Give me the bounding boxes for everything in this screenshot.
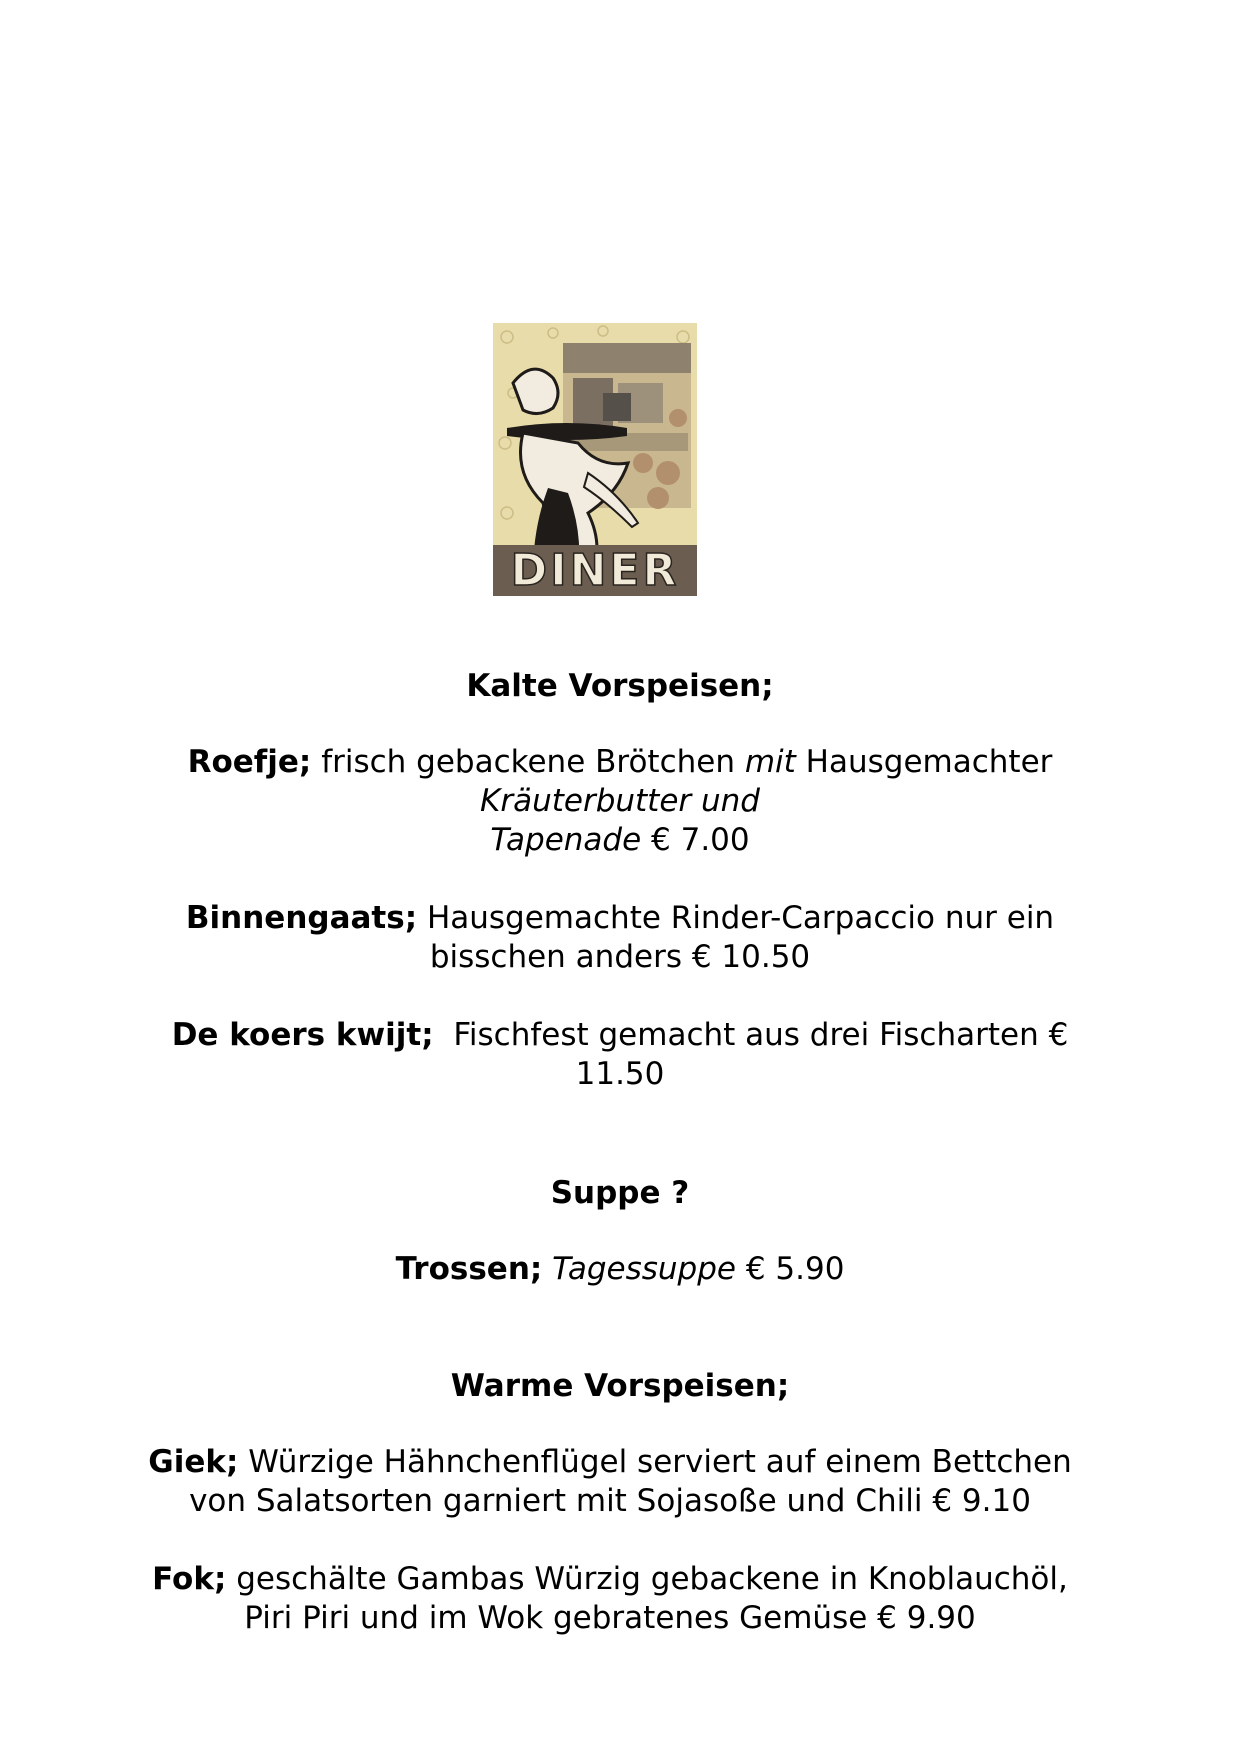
item-name: Roefje; <box>187 744 312 780</box>
menu-item-roefje <box>120 743 1120 860</box>
item-name: Giek; <box>148 1444 239 1480</box>
item-name: Fok; <box>152 1561 227 1597</box>
menu-item-de-koers-kwijt <box>100 1016 1140 1094</box>
item-name: De koers kwijt; <box>171 1017 434 1053</box>
section-title-warme: Warme Vorspeisen; <box>450 1368 790 1404</box>
item-desc: Fischfest gemacht aus drei Fischarten € <box>453 1017 1069 1053</box>
menu-item-giek <box>60 1443 1160 1521</box>
item-desc-italic: mit <box>744 744 796 780</box>
menu-item-trossen <box>120 1250 1120 1289</box>
section-title-suppe: Suppe ? <box>550 1175 690 1211</box>
item-desc: Hausgemachte Rinder-Carpaccio nur ein <box>426 900 1055 936</box>
item-desc: Piri Piri und im Wok gebratenes Gemüse € 9.90 <box>244 1600 976 1636</box>
item-desc: frisch gebackene Brötchen <box>321 744 735 780</box>
diner-logo <box>493 323 697 596</box>
item-name: Trossen; <box>395 1251 543 1287</box>
item-desc-italic: Kräuterbutter und <box>480 783 760 819</box>
item-price: € 5.90 <box>745 1251 845 1287</box>
item-desc-italic: Tapenade <box>490 822 642 858</box>
item-price: € 7.00 <box>651 822 750 858</box>
item-desc: Würzige Hähnchenflügel serviert auf einem Bettchen <box>248 1444 1072 1480</box>
logo-text: DINER <box>510 545 680 596</box>
item-desc: geschälte Gambas Würzig gebackene in Knoblauchöl, <box>236 1561 1068 1597</box>
item-desc: bisschen anders € 10.50 <box>429 939 811 975</box>
item-desc: 11.50 <box>575 1056 665 1092</box>
section-title-kalte: Kalte Vorspeisen; <box>466 668 774 704</box>
menu-item-fok <box>60 1560 1160 1638</box>
menu-item-binnengaats <box>120 899 1120 977</box>
item-desc: Hausgemachter <box>805 744 1053 780</box>
item-desc: von Salatsorten garniert mit Sojasoße und Chili € 9.10 <box>189 1483 1031 1519</box>
item-name: Binnengaats; <box>185 900 418 936</box>
item-desc-italic: Tagessuppe <box>552 1251 736 1287</box>
